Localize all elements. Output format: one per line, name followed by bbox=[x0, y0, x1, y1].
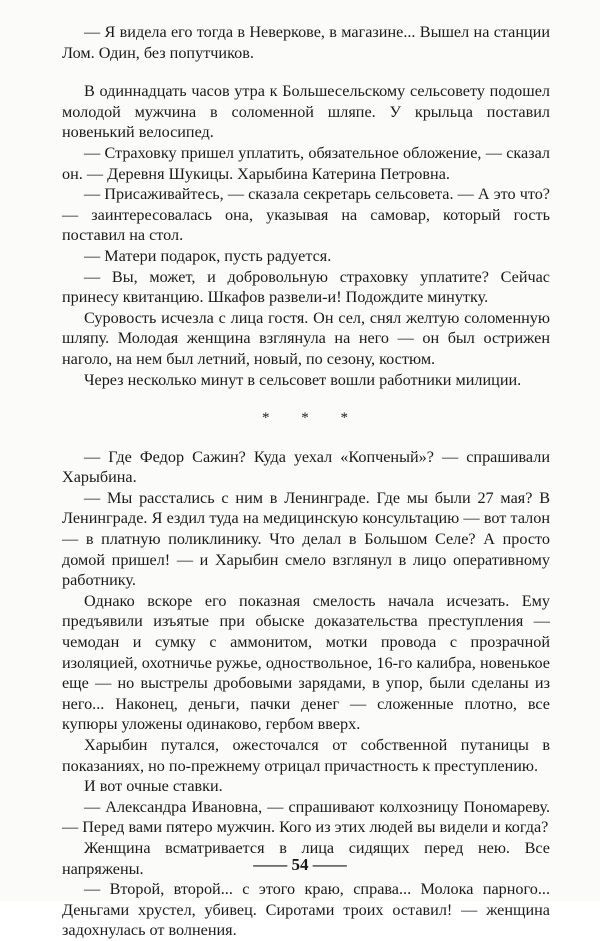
paragraph: — Присаживайтесь, — сказала секретарь сельсовета. — А это что? — заинтересовалась она, указывая на самовар, который гость поставил на стол. bbox=[62, 185, 550, 245]
paragraph: Через несколько минут в сельсовет вошли работники милиции. bbox=[84, 370, 522, 389]
paragraph: Харыбин путался, ожесточался от собственной путаницы в показаниях, но по-прежнему отрицал причастность к преступлению. bbox=[62, 736, 550, 775]
paragraph: — Страховку пришел уплатить, обязательное обложение, — сказал он. — Деревня Шукицы. Харыбина Катерина Петровна. bbox=[62, 143, 550, 183]
page-number bbox=[0, 855, 600, 875]
paragraph: — Где Федор Сажин? Куда уехал «Копченый»? — спрашивали Харыбина. bbox=[62, 447, 550, 487]
page-number-value: 54 bbox=[291, 855, 309, 874]
paragraph: — Матери подарок, пусть радуется. bbox=[84, 246, 332, 265]
paragraph: И вот очные ставки. bbox=[84, 777, 223, 796]
paragraph: — Мы расстались с ним в Ленинграде. Где мы были 27 мая? В Ленинграде. Я ездил туда на медицинскую консультацию — вот талон — в платную поликлинику. Что делал в Большом Селе? А просто домой пришел! — и Харыбин смело взглянул в лицо оперативному работнику. bbox=[62, 488, 550, 590]
paragraph: — Александра Ивановна, — спрашивают колхозницу Пономареву. — Перед вами пятеро мужчин. Кого из этих людей вы видели и когда? bbox=[62, 797, 550, 837]
section-separator: * * * bbox=[262, 410, 362, 427]
paragraph: Однако вскоре его показная смелость начала исчезать. Ему предъявили изъятые при обыске доказательства преступления — чемодан и сумку с аммонитом, мотки провода с прозрачной изоляцией, охотничье ружье, одноствольное, 16-го калибра, новенькое еще — но выстрелы дробовыми зарядами, в упор, были сделаны из него... Наконец, деньги, пачки денег — сложенные плотно, все купюры уложены одинаково, гербом вверх. bbox=[62, 591, 550, 734]
paragraph: — Вы, может, и добровольную страховку уплатите? Сейчас принесу квитанцию. Шкафов развели-и! Подождите минутку. bbox=[62, 267, 550, 307]
paragraph: — Я видела его тогда в Неверкове, в магазине... Вышел на станции Лом. Один, без попутчиков. bbox=[62, 23, 550, 62]
paragraph: Суровость исчезла с лица гостя. Он сел, снял желтую соломенную шляпу. Молодая женщина взглянула на него — он был острижен наголо, на нем был летний, новый, по сезону, костюм. bbox=[62, 308, 550, 368]
folio-dash-left: —— bbox=[253, 855, 288, 874]
paragraph: — Второй, второй... с этого краю, справа... Молока парного... Деньгами хрустел, убивец. Сиротами троих оставил! — женщина задохнулась от волнения. bbox=[62, 880, 550, 940]
page-body bbox=[62, 22, 550, 941]
paragraph: В одиннадцать часов утра к Большесельскому сельсовету подошел молодой мужчина в соломенной шляпе. У крыльца поставил новенький велосипед. bbox=[62, 82, 550, 142]
folio-dash-right: —— bbox=[312, 855, 347, 874]
paragraph: Женщина всматривается в лица сидящих перед нею. Все напряжены. bbox=[62, 838, 550, 878]
